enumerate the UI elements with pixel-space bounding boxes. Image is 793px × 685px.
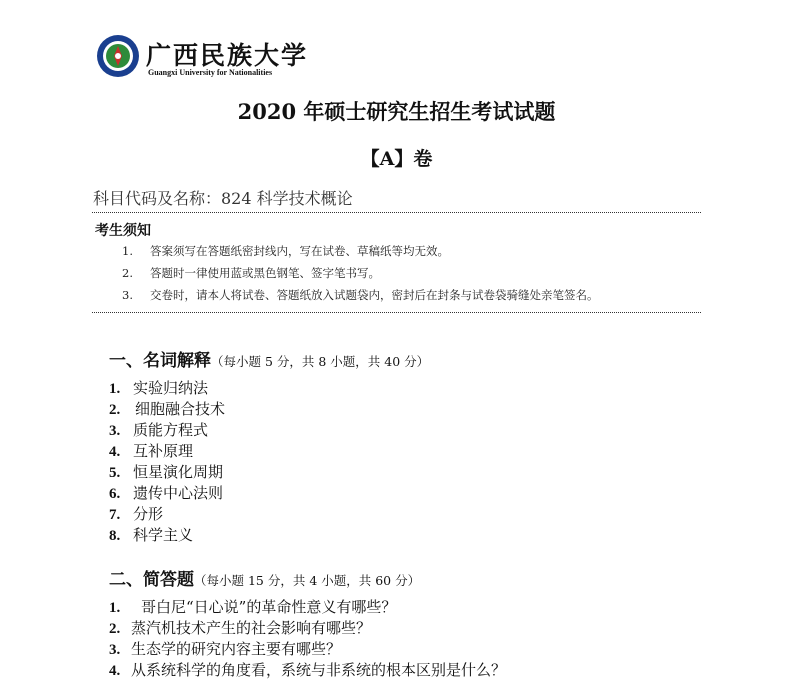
item-number: 1. bbox=[109, 600, 121, 616]
list-item bbox=[109, 377, 208, 398]
notice-item bbox=[122, 243, 449, 259]
list-item bbox=[109, 659, 506, 680]
item-number: 2. bbox=[109, 402, 121, 418]
item-number: 1. bbox=[109, 381, 121, 397]
notice-heading: 考生须知 bbox=[95, 223, 151, 239]
divider-top bbox=[92, 212, 701, 213]
section1-title: 一、名词解释 bbox=[109, 351, 211, 371]
section1-note: （每小题 5 分，共 8 小题，共 40 分） bbox=[211, 354, 430, 369]
list-item bbox=[109, 524, 193, 545]
list-item bbox=[109, 440, 193, 461]
item-number: 6. bbox=[109, 486, 121, 502]
notice-item-number: 1. bbox=[122, 244, 133, 258]
section2-note: （每小题 15 分，共 4 小题，共 60 分） bbox=[194, 573, 421, 588]
item-text: 生态学的研究内容主要有哪些？ bbox=[131, 640, 342, 658]
item-text: 蒸汽机技术产生的社会影响有哪些？ bbox=[131, 619, 372, 637]
list-item bbox=[109, 398, 225, 419]
university-name: 广西民族大学 bbox=[146, 41, 309, 70]
list-item bbox=[109, 419, 208, 440]
list-item bbox=[109, 617, 371, 638]
subject-line: 科目代码及名称：824 科学技术概论 bbox=[93, 189, 353, 208]
item-text: 遗传中心法则 bbox=[133, 484, 224, 502]
item-text: 分形 bbox=[133, 505, 164, 523]
paper-version: 【A】卷 bbox=[360, 148, 433, 170]
item-number: 3. bbox=[109, 642, 121, 658]
list-item bbox=[109, 638, 341, 659]
item-number: 7. bbox=[109, 507, 121, 523]
item-number: 3. bbox=[109, 423, 121, 439]
list-item bbox=[109, 482, 223, 503]
notice-item-text: 答案须写在答题纸密封线内，写在试卷、草稿纸等均无效。 bbox=[150, 244, 449, 258]
notice-item-number: 3. bbox=[122, 288, 133, 302]
exam-title: 2020 年硕士研究生招生考试试题 bbox=[237, 99, 556, 124]
notice-item bbox=[122, 287, 599, 303]
item-text: 哥白尼“日心说”的革命性意义有哪些？ bbox=[141, 598, 397, 616]
list-item bbox=[109, 503, 163, 524]
item-number: 8. bbox=[109, 528, 121, 544]
notice-item bbox=[122, 265, 380, 281]
item-text: 从系统科学的角度看，系统与非系统的根本区别是什么？ bbox=[131, 661, 507, 679]
item-number: 4. bbox=[109, 663, 121, 679]
item-text: 科学主义 bbox=[133, 526, 194, 544]
section1-heading bbox=[109, 346, 429, 371]
item-number: 2. bbox=[109, 621, 121, 637]
section2-heading bbox=[109, 565, 420, 590]
university-logo-icon bbox=[96, 34, 140, 78]
item-text: 细胞融合技术 bbox=[135, 400, 226, 418]
notice-item-text: 交卷时，请本人将试卷、答题纸放入试题袋内，密封后在封条与试卷袋骑缝处亲笔签名。 bbox=[150, 288, 599, 302]
item-number: 5. bbox=[109, 465, 121, 481]
list-item bbox=[109, 596, 396, 617]
divider-bottom bbox=[92, 312, 701, 313]
item-text: 互补原理 bbox=[133, 442, 194, 460]
item-number: 4. bbox=[109, 444, 121, 460]
university-name-en: Guangxi University for Nationalities bbox=[148, 68, 273, 77]
notice-item-number: 2. bbox=[122, 266, 133, 280]
list-item bbox=[109, 461, 223, 482]
item-text: 质能方程式 bbox=[133, 421, 209, 439]
item-text: 恒星演化周期 bbox=[133, 463, 224, 481]
notice-item-text: 答题时一律使用蓝或黑色钢笔、签字笔书写。 bbox=[150, 266, 380, 280]
section2-title: 二、简答题 bbox=[109, 570, 194, 590]
item-text: 实验归纳法 bbox=[133, 379, 209, 397]
